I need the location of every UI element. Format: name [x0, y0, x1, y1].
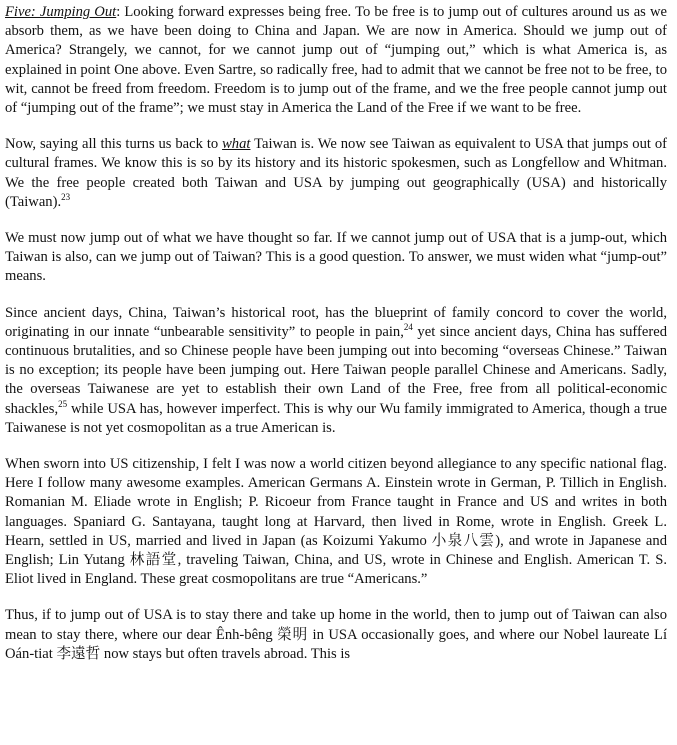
paragraph-thus-jump-out — [5, 606, 667, 664]
footnote-marker[interactable]: 25 — [58, 398, 68, 409]
paragraph-five-jumping-out — [5, 3, 667, 118]
paragraph-text: while USA has, however imperfect. This is why our Wu family immigrated to America, though a true Taiwanese is not yet cosmopolitan as a true American is. — [5, 400, 667, 436]
paragraph-jump-out-of-taiwan — [5, 229, 667, 287]
paragraph-text: Since ancient days, China, Taiwan’s historical root, has the blueprint of family concord to cover the world, originating in our innate “unbearable sensitivity” to people in pain, — [5, 304, 667, 340]
emphasis-word: what — [222, 136, 251, 153]
footnote-marker[interactable]: 23 — [61, 191, 71, 202]
paragraph-what-taiwan-is — [5, 135, 667, 212]
paragraph-us-citizenship — [5, 455, 667, 589]
paragraph-text: : Looking forward expresses being free. To be free is to jump out of cultures around us as we absorb them, as we have been doing to China and Japan. We are now in America. Should we jump out of America? Strangely, we cannot, for we cannot jump out of “jumping out,” which is what America is, as explained in point One above. Even Sartre, so radically free, had to admit that we cannot be free not to be free, to wit, cannot be freed from freedom. Freedom is to jump out of the frame, and we the free people cannot jump out of “jumping out of the frame”; we must stay in America the Land of the Free if we want to be free. — [5, 4, 668, 117]
paragraph-text: Taiwan is. We now see Taiwan as equivalent to USA that jumps out of cultural frames. We know this is so by its history and its historic spokesmen, such as Longfellow and Whitman. We the free people created both Taiwan and USA by jumping out geographically (USA) and historically (Taiwan). — [5, 136, 667, 210]
paragraph-text: yet since ancient days, China has suffered continuous brutalities, and so Chinese people have been jumping out into becoming “overseas Chinese.” Taiwan is no exception; its people have been jumping out. Here Taiwan people parallel Chinese and Americans. Sadly, the overseas Taiwanese are yet to establish their own Land of the Free, free from all political-economic shackles, — [5, 323, 667, 417]
paragraph-text: When sworn into US citizenship, I felt I was now a world citizen beyond allegiance to any specific national flag. Here I follow many awesome examples. American Germans A. Einstein wrote in German, P. Tillich in English. Romanian M. Eliade wrote in English; P. Ricoeur from France taught in France and US and writes in both languages. Spaniard G. Santayana, taught long at Harvard, then lived in Rome, wrote in English. Greek L. Hearn, settled in US, married and lived in Japan (as Koizumi Yakumo 小泉八雲), and wrote in Japanese and English; Lin Yutang 林語堂, traveling Taiwan, China, and US, wrote in Chinese and English. American T. S. Eliot lived in England. These great cosmopolitans are true “Americans.” — [5, 456, 667, 588]
paragraph-text: Now, saying all this turns us back to — [5, 136, 223, 153]
footnote-marker[interactable]: 24 — [403, 321, 413, 332]
paragraph-text: We must now jump out of what we have thought so far. If we cannot jump out of USA that is a jump-out, which Taiwan is also, can we jump out of Taiwan? This is a good question. To answer, we must widen what “jump-out” means. — [5, 230, 667, 285]
paragraph-text: Thus, if to jump out of USA is to stay there and take up home in the world, then to jump out of Taiwan can also mean to stay there, where our dear Ênh-bêng 榮明 in USA occasionally goes, and where our Nobel laureate Lí Oán-tiat 李遠哲 now stays but often travels abroad. This is — [5, 607, 667, 662]
paragraph-ancient-china — [5, 304, 667, 438]
document-page — [5, 0, 667, 681]
section-heading: Five: Jumping Out — [5, 4, 117, 20]
